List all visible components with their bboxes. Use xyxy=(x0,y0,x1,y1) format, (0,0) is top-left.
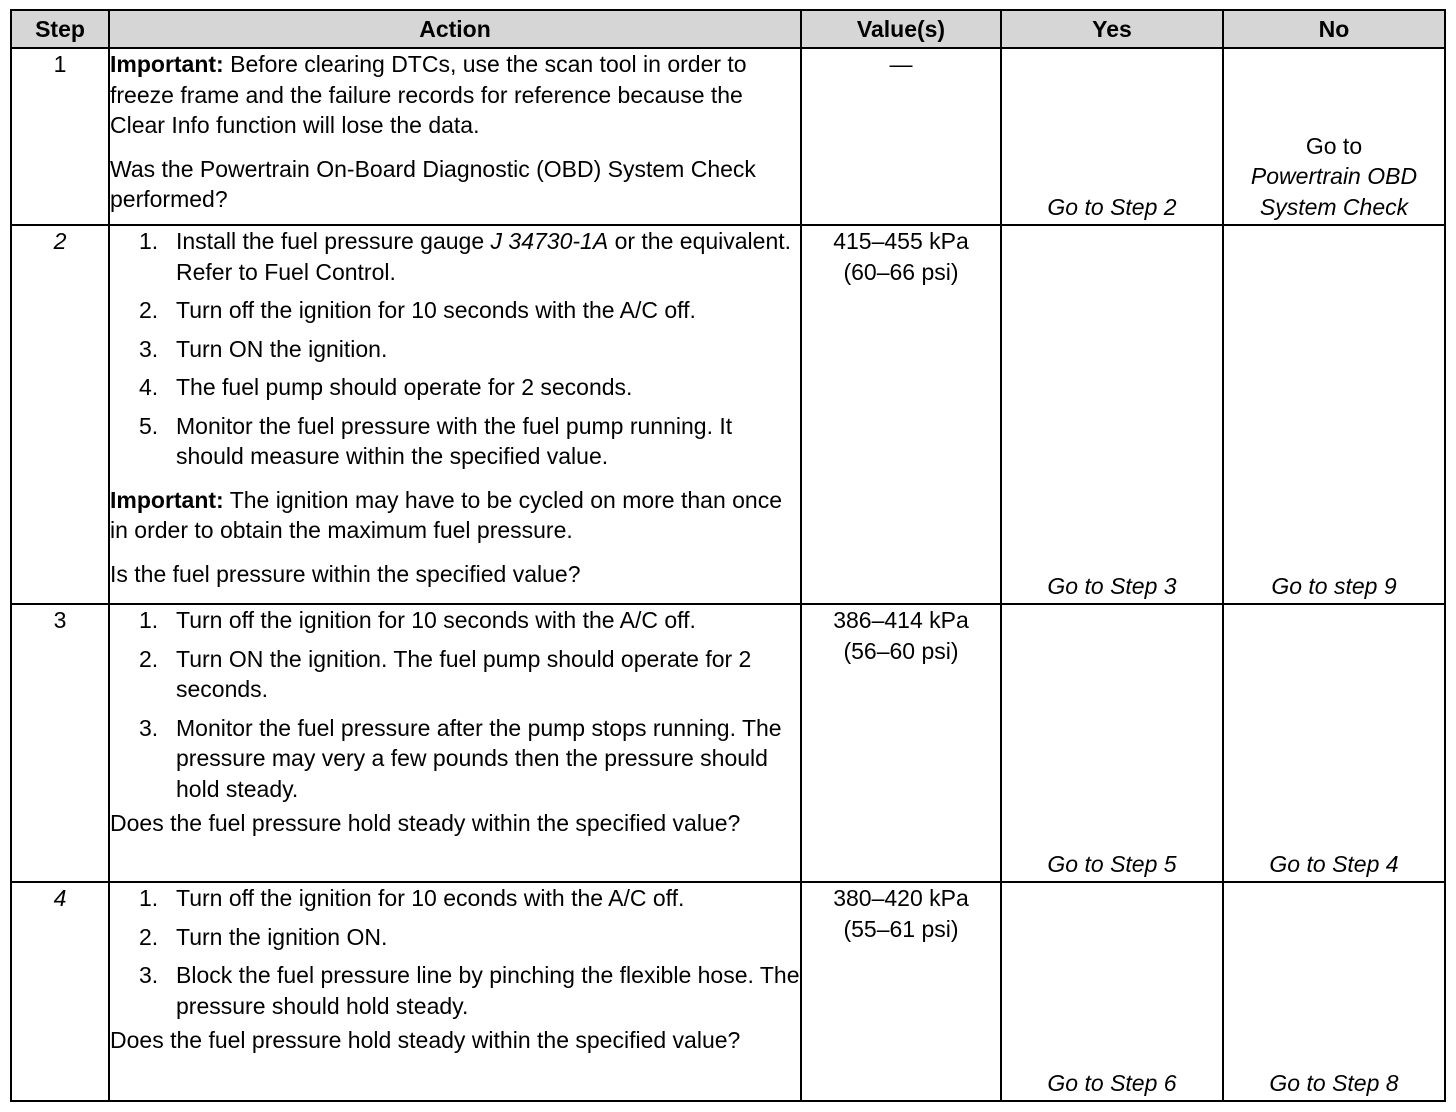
question-text: Was the Powertrain On-Board Diagnostic (OBD) System Check performed? xyxy=(110,155,756,212)
question-text: Does the fuel pressure hold steady within the specified value? xyxy=(110,810,741,836)
question-text: Does the fuel pressure hold steady within the specified value? xyxy=(110,1027,741,1053)
step-number: 4 xyxy=(11,882,109,1101)
list-item: 2. Turn ON the ignition. The fuel pump should operate for 2 seconds. xyxy=(139,645,752,702)
action-cell xyxy=(109,882,801,1101)
list-item: 3. Monitor the fuel pressure after the pump stops running. The pressure may very a few pounds then the pressure should hold steady. xyxy=(139,714,782,802)
list-item: 3. Block the fuel pressure line by pinching the flexible hose. The pressure should hold steady. xyxy=(139,962,800,1019)
table-row xyxy=(11,604,1445,882)
action-cell xyxy=(109,225,801,604)
header-yes: Yes xyxy=(1001,10,1223,48)
value-cell xyxy=(801,882,1001,1101)
no-cell xyxy=(1223,882,1445,1101)
step-number: 3 xyxy=(11,604,109,882)
procedure-list xyxy=(110,226,800,472)
value-psi: (56–60 psi) xyxy=(843,637,959,664)
no-goto-prefix: Go to xyxy=(1305,132,1363,159)
value-dash: — xyxy=(889,51,913,77)
yes-cell xyxy=(1001,882,1223,1101)
list-item: 1. Turn off the ignition for 10 econds with the A/C off. xyxy=(139,885,685,911)
yes-cell xyxy=(1001,604,1223,882)
important-note xyxy=(110,49,800,141)
important-note xyxy=(110,485,800,546)
important-text: Before clearing DTCs, use the scan tool in order to freeze frame and the failure records for reference because the Clear Info function will lose the data. xyxy=(110,51,747,138)
list-item: 1. Turn off the ignition for 10 seconds with the A/C off. xyxy=(139,607,696,633)
no-goto-link[interactable]: Go to step 9 xyxy=(1271,572,1397,599)
no-goto-link[interactable]: Go to Step 8 xyxy=(1269,1069,1399,1096)
value-kpa: 415–455 kPa xyxy=(833,228,969,254)
important-label: Important: xyxy=(110,51,224,77)
value-kpa: 386–414 kPa xyxy=(833,607,969,633)
table-row xyxy=(11,225,1445,604)
diagnostic-table xyxy=(10,9,1446,1102)
no-goto-link[interactable] xyxy=(1224,131,1444,223)
tool-reference: J 34730-1A xyxy=(490,228,609,254)
important-label: Important: xyxy=(110,486,224,513)
header-row xyxy=(11,10,1445,48)
no-goto-target: Powertrain OBD System Check xyxy=(1250,163,1418,220)
no-cell xyxy=(1223,604,1445,882)
procedure-list xyxy=(110,605,800,804)
header-action: Action xyxy=(109,10,801,48)
important-text: The ignition may have to be cycled on more than once in order to obtain the maximum fuel pressure. xyxy=(110,486,783,543)
list-item: 5. Monitor the fuel pressure with the fuel pump running. It should measure within the specified value. xyxy=(139,412,733,469)
value-psi: (60–66 psi) xyxy=(843,258,959,285)
no-cell xyxy=(1223,48,1445,225)
list-item: 4. The fuel pump should operate for 2 seconds. xyxy=(139,374,633,400)
value-cell xyxy=(801,225,1001,604)
question-text: Is the fuel pressure within the specified value? xyxy=(110,560,581,587)
value-cell xyxy=(801,48,1001,225)
action-cell xyxy=(109,604,801,882)
header-values: Value(s) xyxy=(801,10,1001,48)
list-item: 3. Turn ON the ignition. xyxy=(139,335,388,362)
list-item: 2. Turn the ignition ON. xyxy=(139,923,388,950)
yes-cell xyxy=(1001,48,1223,225)
header-no: No xyxy=(1223,10,1445,48)
yes-goto-link[interactable]: Go to Step 5 xyxy=(1047,850,1177,877)
step-number: 1 xyxy=(11,48,109,225)
header-step: Step xyxy=(11,10,109,48)
step-number: 2 xyxy=(11,225,109,604)
no-goto-link[interactable]: Go to Step 4 xyxy=(1269,850,1399,877)
yes-goto-link[interactable]: Go to Step 2 xyxy=(1047,193,1177,220)
action-cell xyxy=(109,48,801,225)
yes-cell xyxy=(1001,225,1223,604)
value-cell xyxy=(801,604,1001,882)
no-cell xyxy=(1223,225,1445,604)
yes-goto-link[interactable]: Go to Step 3 xyxy=(1047,572,1177,599)
yes-goto-link[interactable]: Go to Step 6 xyxy=(1047,1069,1177,1096)
value-kpa: 380–420 kPa xyxy=(833,885,969,911)
value-psi: (55–61 psi) xyxy=(843,915,959,942)
table-row xyxy=(11,48,1445,225)
list-item: 2. Turn off the ignition for 10 seconds with the A/C off. xyxy=(139,297,696,323)
table-row xyxy=(11,882,1445,1101)
list-item: 1. Install the fuel pressure gauge J 34730-1A or the equivalent. Refer to Fuel Control. xyxy=(139,228,792,285)
procedure-list xyxy=(110,883,800,1021)
